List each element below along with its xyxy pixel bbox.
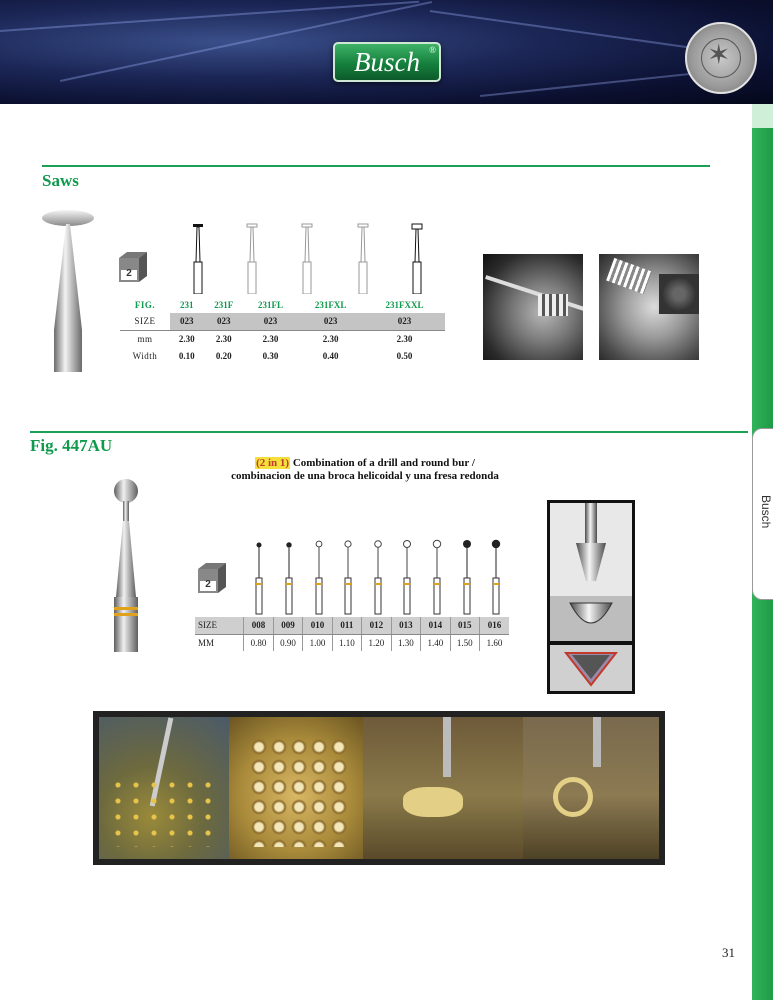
side-tab-label: Busch (759, 495, 773, 529)
fig447-rule (30, 431, 748, 433)
application-photo-strip (93, 711, 665, 865)
fig447-tool-photo (104, 477, 148, 652)
size-cell: 008 (244, 617, 273, 634)
strip-photo-1 (99, 717, 229, 859)
mm-cell: 0.80 (244, 634, 273, 651)
strip-photo-4 (523, 717, 659, 859)
fig447-spec-table (195, 617, 509, 651)
bur-drawing-008 (256, 543, 262, 615)
fig447-detail-illustration (547, 500, 635, 694)
drilled-holes-pattern (249, 737, 349, 847)
size-cell: 016 (480, 617, 509, 634)
star-seal-icon: ✶ (707, 40, 731, 71)
size-cell: 014 (421, 617, 450, 634)
size-cell: 015 (450, 617, 479, 634)
size-cell: 023 (297, 313, 364, 330)
fig-cell: 231FL (258, 299, 284, 310)
table-row-fig (120, 296, 445, 313)
saw-drawing-231 (188, 222, 208, 294)
package-count: 2 (205, 579, 211, 590)
width-cell: 0.40 (322, 350, 339, 361)
bur-in-use (593, 717, 601, 767)
busch-logo (333, 42, 441, 82)
fig-cell: 231 (180, 299, 194, 310)
mm-cell: 1.40 (421, 634, 450, 651)
logo-registered-mark: ® (429, 45, 436, 55)
subtitle-line-1: Combination of a drill and round bur / (292, 457, 475, 469)
mm-label: MM (198, 637, 215, 648)
mm-cell: 2.30 (262, 333, 279, 344)
width-cell: 0.50 (396, 350, 413, 361)
size-label: SIZE (195, 617, 244, 634)
gold-chips (403, 787, 463, 817)
mm-cell: 1.50 (450, 634, 479, 651)
saw-drawing-231f (242, 222, 262, 294)
width-label: Width (132, 350, 158, 361)
bur-drawing-013 (404, 541, 411, 615)
bur-drawing-015 (463, 540, 471, 614)
size-cell: 011 (332, 617, 361, 634)
mm-cell: 0.90 (273, 634, 302, 651)
width-cell: 0.20 (215, 350, 232, 361)
strip-photo-3 (363, 717, 523, 859)
saws-rule (42, 165, 710, 167)
mm-cell: 1.20 (362, 634, 391, 651)
bur-drawing-012 (375, 541, 382, 614)
saw-drawing-231fxxl (407, 222, 427, 294)
fig-cell: 231FXL (314, 299, 347, 310)
saw-neck (38, 210, 98, 372)
mm-cell: 2.30 (322, 333, 339, 344)
fig-cell: 231F (214, 299, 234, 310)
size-cell: 009 (273, 617, 302, 634)
fig447-title: Fig. 447AU (30, 436, 113, 455)
size-cell: 013 (391, 617, 420, 634)
strip-photo-2 (229, 717, 363, 859)
engraved-ring-detail (606, 258, 652, 294)
width-cell: 0.10 (178, 350, 195, 361)
fig447-subtitle (160, 457, 570, 483)
saw-tool-photo (38, 210, 98, 372)
saw-application-photo-2 (599, 254, 699, 360)
saws-title: Saws (42, 171, 79, 190)
mm-cell: 1.00 (303, 634, 332, 651)
subtitle-highlight: (2 in 1) (256, 457, 290, 469)
table-row-mm (195, 634, 509, 651)
gold-setting-dots (109, 777, 219, 847)
saw-application-photo-1 (483, 254, 583, 360)
size-label: SIZE (120, 313, 170, 330)
page-number: 31 (722, 945, 735, 960)
size-cell: 023 (244, 313, 297, 330)
saw-drawing-231fl (297, 222, 317, 294)
mm-cell: 2.30 (178, 333, 195, 344)
table-row-size (195, 617, 509, 634)
size-cell: 010 (303, 617, 332, 634)
ring-texture (659, 274, 699, 314)
table-row-width (120, 347, 445, 364)
table-row-size (120, 313, 445, 330)
size-cell: 023 (364, 313, 445, 330)
table-row-mm (120, 330, 445, 347)
size-cell: 023 (204, 313, 244, 330)
saws-spec-table (120, 296, 445, 364)
size-cell: 012 (362, 617, 391, 634)
engraved-ring-surface (538, 294, 568, 316)
quality-seal (685, 22, 757, 94)
saw-blade-in-use (485, 275, 583, 313)
saw-drawing-231fxl (353, 222, 373, 294)
drill-and-setting-diagram (550, 503, 632, 691)
fig-cell: 231FXXL (385, 299, 424, 310)
mm-cell: 1.30 (391, 634, 420, 651)
bur-drawing-016 (492, 540, 500, 614)
size-cell: 023 (170, 313, 204, 330)
subtitle-line-2: combinacion de una broca helicoidal y una fresa redonda (231, 470, 499, 482)
gold-ring-setting (553, 777, 593, 817)
package-count: 2 (126, 268, 132, 279)
mm-cell: 2.30 (396, 333, 413, 344)
sidebar-top-accent (752, 104, 773, 128)
bur-drawing-009 (286, 542, 292, 614)
mm-cell: 1.60 (480, 634, 509, 651)
logo-text: Busch (354, 46, 420, 77)
bur-in-use (443, 717, 451, 777)
fig-label: FIG. (134, 299, 156, 310)
bur-drawing-010 (316, 541, 322, 614)
mm-cell: 1.10 (332, 634, 361, 651)
banner-light-ray (430, 10, 727, 54)
width-cell: 0.30 (262, 350, 279, 361)
mm-label: mm (137, 333, 153, 344)
bur-drawing-011 (345, 541, 351, 614)
mm-cell: 2.30 (215, 333, 232, 344)
fig447-bur-drawings (245, 538, 515, 616)
bur-drawing-014 (433, 540, 440, 614)
